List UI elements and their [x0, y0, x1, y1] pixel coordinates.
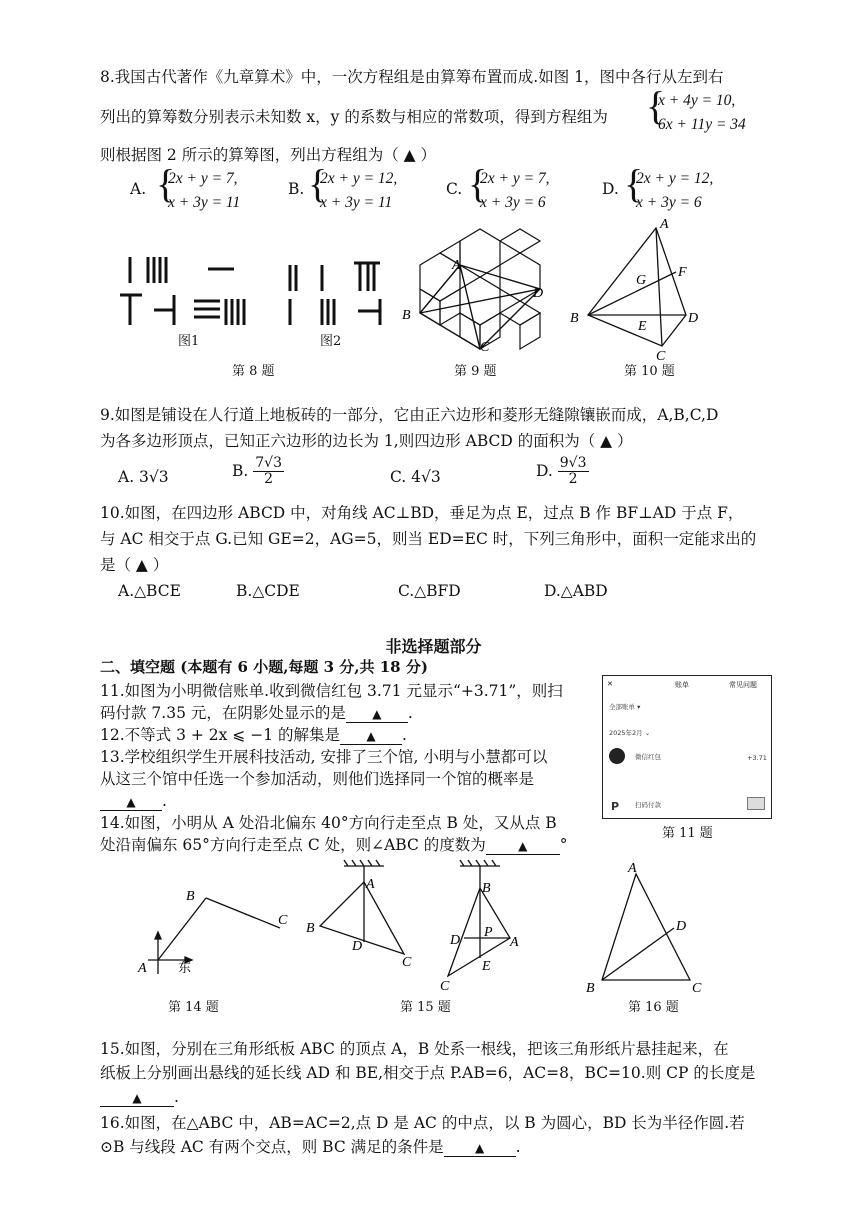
q16-caption: 第 16 题 — [628, 1000, 679, 1015]
q10-line3: 是（ ▲ ） — [100, 556, 169, 574]
q10-label-e: E — [638, 319, 647, 334]
bill-item-scan-pay: 扫码付款 — [635, 801, 661, 809]
section2-heading: 二、填空题 (本题有 6 小题,每题 3 分,共 18 分) — [100, 658, 428, 676]
bill-filter: 全部账单 ▾ — [609, 703, 641, 711]
q9-line2: 为各多边形顶点，已知正六边形的边长为 1,则四边形 ABCD 的面积为（ ▲ ） — [100, 432, 633, 450]
payment-icon: P — [611, 800, 620, 813]
q10-label-g: G — [636, 273, 647, 288]
q15-fig2-label-b: B — [482, 881, 491, 896]
q12-line: 12.不等式 3 + 2x ⩽ −1 的解集是 ▲ . — [100, 726, 407, 744]
q11-line1: 11.如图为小明微信账单.收到微信红包 3.71 元显示“+3.71”，则扫 — [100, 682, 563, 700]
q13-line2: 从这三个馆中任选一个参加活动，则他们选择同一个馆的概率是 — [100, 770, 535, 788]
faq-link: 常见问题 — [729, 681, 757, 689]
q14-direction-figure — [130, 880, 300, 980]
q12-answer-blank[interactable]: ▲ — [340, 728, 402, 745]
q15-line1: 15.如图，分别在三角形纸板 ABC 的顶点 A，B 处系一根线，把该三角形纸片悬挂起来，在 — [100, 1040, 729, 1058]
q15-fig1-label-a: A — [366, 877, 375, 892]
q15-fig1-label-b: B — [306, 921, 315, 936]
q10-label-c: C — [656, 349, 666, 364]
q9-caption: 第 9 题 — [454, 364, 497, 379]
red-packet-icon — [609, 748, 625, 764]
shaded-amount-box — [747, 797, 765, 810]
q15-fig2-label-p: P — [484, 925, 493, 940]
q16-answer-blank[interactable]: ▲ — [444, 1140, 516, 1157]
q8-line3: 则根据图 2 所示的算筹图，列出方程组为（ ▲ ） — [100, 146, 436, 164]
q8-line1: 8.我国古代著作《九章算术》中，一次方程组是由算筹布置而成.如图 1，图中各行从左到右 — [100, 68, 724, 86]
bill-title: 账单 — [675, 681, 689, 689]
fig1-rods — [120, 257, 244, 325]
q16-line2: ⊙B 与线段 AC 有两个交点，则 BC 满足的条件是 ▲ . — [100, 1138, 521, 1156]
q16-label-a: A — [628, 861, 637, 876]
fig1-caption: 图1 — [178, 334, 200, 349]
q11-caption: 第 11 题 — [662, 826, 713, 841]
q8-option-b: B. { 2x + y = 12, x + 3y = 11 — [288, 161, 398, 211]
east-label: 东 — [178, 961, 192, 976]
q9-label-a: A — [452, 258, 461, 273]
q10-label-b: B — [570, 311, 579, 326]
q13-line3: ▲ . — [100, 792, 167, 811]
bill-item-red-packet: 微信红包 — [635, 753, 661, 761]
q14-answer-blank[interactable]: ▲ — [486, 838, 560, 855]
q9-option-a: A. 3√3 — [118, 468, 169, 486]
fig2-caption: 图2 — [320, 334, 342, 349]
q16-label-b: B — [586, 981, 595, 996]
q8-option-d: D. { 2x + y = 12, x + 3y = 6 — [602, 161, 714, 211]
q14-line2: 处沿南偏东 65°方向行走至点 C 处，则∠ABC 的度数为 ▲ ° — [100, 836, 568, 854]
q10-option-b: B.△CDE — [236, 582, 300, 600]
q16-line1: 16.如图，在△ABC 中，AB=AC=2,点 D 是 AC 的中点，以 B 为圆心，BD 长为半径作圆.若 — [100, 1114, 745, 1132]
q9-label-c: C — [480, 340, 490, 355]
brace-icon: { — [646, 83, 666, 128]
q15-fig2-label-c: C — [440, 979, 450, 994]
q11-answer-blank[interactable]: ▲ — [346, 706, 408, 723]
q8-eq1: x + 4y = 10, — [658, 92, 736, 109]
q14-label-a: A — [138, 961, 147, 976]
q11-line2: 码付款 7.35 元，在阴影处显示的是 ▲ . — [100, 704, 413, 722]
q9-label-d: D — [533, 286, 544, 301]
q8-line2: 列出的算筹数分别表示未知数 x，y 的系数与相应的常数项，得到方程组为 — [100, 108, 608, 126]
q8-eq2: 6x + 11y = 34 — [658, 116, 746, 133]
bill-item-red-packet-amount: +3.71 — [747, 754, 767, 762]
q10-label-a: A — [660, 217, 669, 232]
q10-label-f: F — [678, 265, 687, 280]
q10-option-a: A.△BCE — [118, 582, 181, 600]
q15-hanging-triangles — [300, 858, 540, 993]
q16-label-d: D — [676, 919, 687, 934]
q16-label-c: C — [692, 981, 702, 996]
q15-fig2-label-a: A — [510, 935, 519, 950]
close-icon: ✕ — [607, 680, 613, 688]
q10-label-d: D — [688, 311, 699, 326]
q13-line1: 13.学校组织学生开展科技活动, 安排了三个馆, 小明与小慧都可以 — [100, 748, 548, 766]
q10-line1: 10.如图，在四边形 ABCD 中，对角线 AC⊥BD，垂足为点 E，过点 B 作 BF⊥AD 于点 F， — [100, 504, 744, 522]
q8-option-a: A. { 2x + y = 7, x + 3y = 11 — [130, 161, 241, 211]
q8-caption: 第 8 题 — [232, 364, 275, 379]
q15-fig2-label-d: D — [450, 933, 461, 948]
q10-line2: 与 AC 相交于点 G.已知 GE=2，AG=5，则当 ED=EC 时，下列三角形中，面积一定能求出的 — [100, 530, 757, 548]
q10-quadrilateral-figure — [566, 217, 716, 365]
q15-caption: 第 15 题 — [400, 1000, 451, 1015]
q14-label-c: C — [278, 913, 288, 928]
q9-label-b: B — [402, 308, 411, 323]
q14-caption: 第 14 题 — [168, 1000, 219, 1015]
q9-tiling-figure — [400, 225, 560, 355]
q14-label-b: B — [186, 889, 195, 904]
section-title: 非选择题部分 — [385, 637, 482, 656]
q10-option-d: D.△ABD — [544, 582, 608, 600]
q8-option-c: C. { 2x + y = 7, x + 3y = 6 — [446, 161, 550, 211]
q15-fig1-label-c: C — [402, 955, 412, 970]
q10-caption: 第 10 题 — [624, 364, 675, 379]
q15-fig1-label-d: D — [352, 939, 363, 954]
q16-triangle-figure — [580, 860, 720, 995]
wechat-bill-screenshot — [602, 675, 772, 819]
q15-answer-blank[interactable]: ▲ — [100, 1090, 174, 1107]
q9-option-b: B. $\frac{7√3}{2}$ — [232, 455, 283, 488]
q10-option-c: C.△BFD — [398, 582, 461, 600]
q9-option-d: D. $\frac{9√3}{2}$ — [536, 455, 587, 488]
q15-fig2-label-e: E — [482, 959, 491, 974]
q15-line3: ▲ . — [100, 1088, 179, 1107]
q9-line1: 9.如图是铺设在人行道上地板砖的一部分，它由正六边形和菱形无缝隙镶嵌而成，A,B,C,D — [100, 406, 719, 424]
q14-line1: 14.如图，小明从 A 处沿北偏东 40°方向行走至点 B 处，又从点 B — [100, 814, 557, 832]
q15-line2: 纸板上分别画出悬线的延长线 AD 和 BE,相交于点 P.AB=6，AC=8，BC=10.则 CP 的长度是 — [100, 1064, 756, 1082]
q13-answer-blank[interactable]: ▲ — [100, 794, 162, 811]
bill-month: 2025年2月 ⌄ — [609, 729, 651, 737]
counting-rods-figures — [118, 255, 398, 335]
fig2-rods — [290, 263, 380, 325]
q9-option-c: C. 4√3 — [390, 468, 441, 486]
